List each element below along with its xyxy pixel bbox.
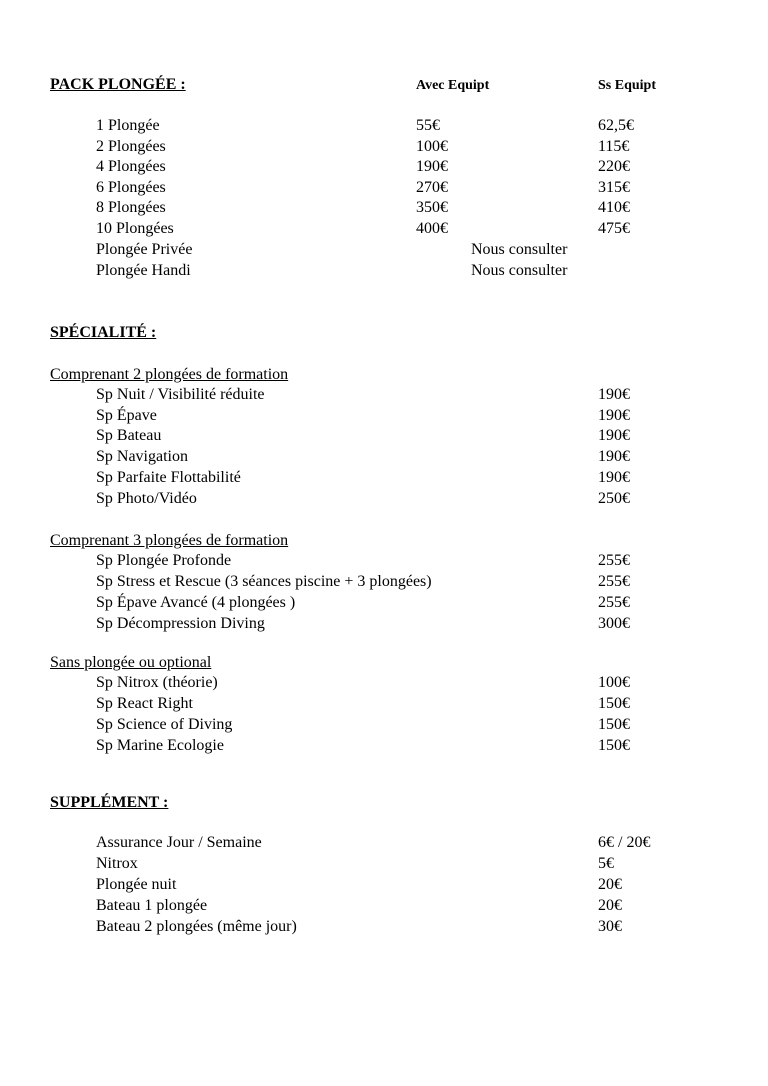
supplement-price: 5€ bbox=[598, 855, 614, 872]
specialty-label: Sp Photo/Vidéo bbox=[96, 490, 197, 507]
pack-row-ss-price: 475€ bbox=[598, 220, 630, 237]
column-header-avec-equipt: Avec Equipt bbox=[416, 78, 490, 93]
specialty-label: Sp Stress et Rescue (3 séances piscine + 3 plongées) bbox=[96, 573, 432, 590]
supplement-price: 20€ bbox=[598, 876, 622, 893]
specialty-price: 150€ bbox=[598, 716, 630, 733]
group-title: Comprenant 2 plongées de formation bbox=[50, 366, 289, 383]
group-title: Sans plongée ou optional bbox=[50, 654, 212, 671]
specialty-label: Sp Bateau bbox=[96, 427, 162, 444]
specialty-price: 150€ bbox=[598, 695, 630, 712]
specialty-label: Sp Nitrox (théorie) bbox=[96, 674, 218, 691]
specialty-price: 255€ bbox=[598, 573, 630, 590]
specialty-label: Sp React Right bbox=[96, 695, 193, 712]
pack-row-ss-price: 220€ bbox=[598, 158, 630, 175]
specialty-price: 300€ bbox=[598, 615, 630, 632]
specialty-label: Sp Plongée Profonde bbox=[96, 552, 232, 569]
specialty-price: 190€ bbox=[598, 469, 630, 486]
group-title: Comprenant 3 plongées de formation bbox=[50, 532, 289, 549]
supplement-label: Bateau 2 plongées (même jour) bbox=[96, 918, 297, 935]
supplement-label: Assurance Jour / Semaine bbox=[96, 834, 262, 851]
specialty-label: Sp Épave Avancé (4 plongées ) bbox=[96, 594, 296, 611]
specialty-price: 255€ bbox=[598, 594, 630, 611]
pack-extra-value: Nous consulter bbox=[471, 241, 568, 258]
pack-row-label: 8 Plongées bbox=[96, 199, 166, 216]
pack-row-label: 4 Plongées bbox=[96, 158, 166, 175]
pack-row-ss-price: 62,5€ bbox=[598, 117, 634, 134]
specialty-price: 100€ bbox=[598, 674, 630, 691]
pack-row-ss-price: 410€ bbox=[598, 199, 630, 216]
supplement-price: 6€ / 20€ bbox=[598, 834, 651, 851]
pack-row-label: 2 Plongées bbox=[96, 138, 166, 155]
specialty-label: Sp Navigation bbox=[96, 448, 188, 465]
pack-row-ss-price: 315€ bbox=[598, 179, 630, 196]
specialty-price: 190€ bbox=[598, 407, 630, 424]
specialty-price: 250€ bbox=[598, 490, 630, 507]
specialty-label: Sp Décompression Diving bbox=[96, 615, 265, 632]
supplement-label: Bateau 1 plongée bbox=[96, 897, 208, 914]
supplement-price: 20€ bbox=[598, 897, 622, 914]
specialty-price: 190€ bbox=[598, 448, 630, 465]
pack-row-label: 10 Plongées bbox=[96, 220, 174, 237]
pack-row-avec-price: 55€ bbox=[416, 117, 440, 134]
pack-row-ss-price: 115€ bbox=[598, 138, 630, 155]
specialty-label: Sp Nuit / Visibilité réduite bbox=[96, 386, 265, 403]
pack-row-avec-price: 400€ bbox=[416, 220, 448, 237]
specialite-heading: SPÉCIALITÉ : bbox=[50, 324, 157, 341]
pack-heading: PACK PLONGÉE : bbox=[50, 76, 186, 93]
pack-row-avec-price: 100€ bbox=[416, 138, 448, 155]
pack-row-avec-price: 270€ bbox=[416, 179, 448, 196]
pack-extra-label: Plongée Handi bbox=[96, 262, 191, 279]
supplement-heading: SUPPLÉMENT : bbox=[50, 794, 169, 811]
specialty-label: Sp Science of Diving bbox=[96, 716, 233, 733]
specialty-label: Sp Parfaite Flottabilité bbox=[96, 469, 241, 486]
supplement-label: Nitrox bbox=[96, 855, 138, 872]
supplement-price: 30€ bbox=[598, 918, 622, 935]
column-header-ss-equipt: Ss Equipt bbox=[598, 78, 656, 93]
pack-row-label: 1 Plongée bbox=[96, 117, 160, 134]
specialty-label: Sp Marine Ecologie bbox=[96, 737, 224, 754]
specialty-price: 190€ bbox=[598, 386, 630, 403]
pack-extra-value: Nous consulter bbox=[471, 262, 568, 279]
pack-row-label: 6 Plongées bbox=[96, 179, 166, 196]
pack-row-avec-price: 350€ bbox=[416, 199, 448, 216]
pack-row-avec-price: 190€ bbox=[416, 158, 448, 175]
supplement-label: Plongée nuit bbox=[96, 876, 177, 893]
specialty-price: 150€ bbox=[598, 737, 630, 754]
specialty-price: 190€ bbox=[598, 427, 630, 444]
pack-extra-label: Plongée Privée bbox=[96, 241, 193, 258]
specialty-label: Sp Épave bbox=[96, 407, 157, 424]
specialty-price: 255€ bbox=[598, 552, 630, 569]
